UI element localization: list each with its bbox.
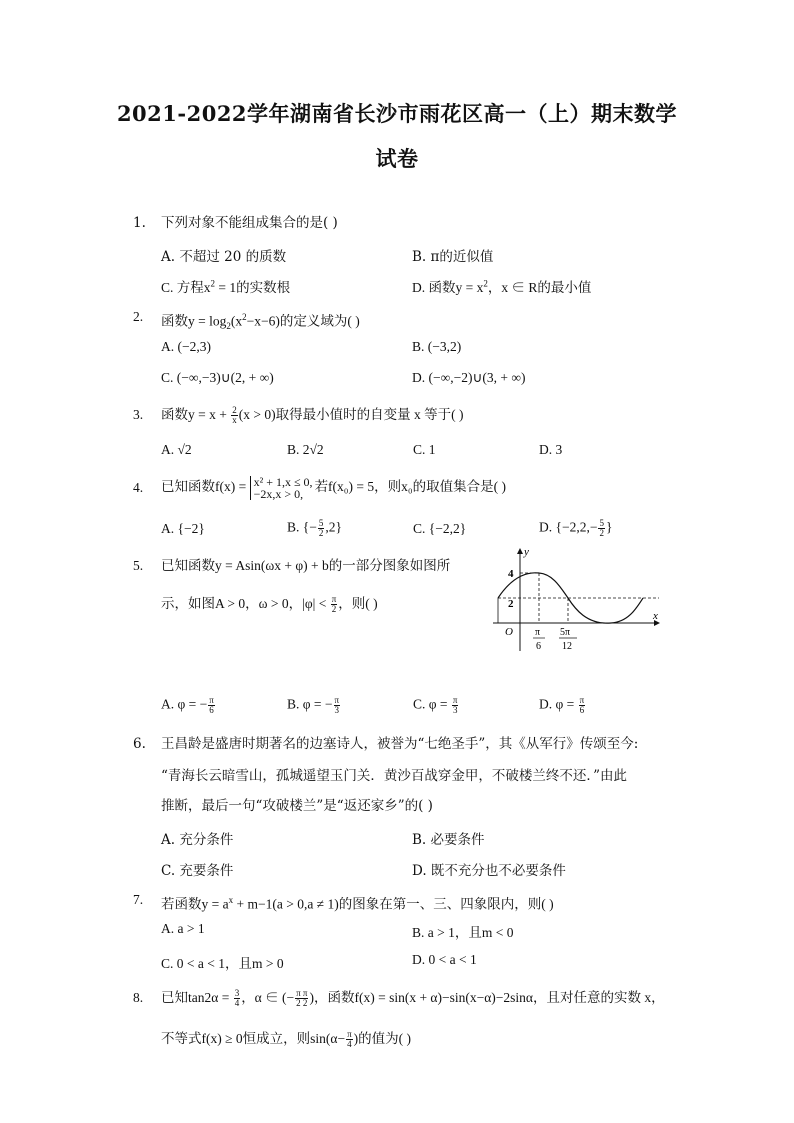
option-b: B. 必要条件 bbox=[412, 832, 485, 848]
option-a: A. 充分条件 bbox=[161, 832, 234, 848]
option-c: C. 充要条件 bbox=[161, 863, 234, 879]
question-stem-line-1: 已知函数y = Asin(ωx + φ) + b的一部分图象如图所 bbox=[161, 558, 451, 573]
sine-graph-figure bbox=[483, 543, 663, 658]
option-c: C. {−2,2} bbox=[413, 521, 467, 536]
piecewise-system: x² + 1,x ≤ 0, −2x,x > 0, bbox=[250, 476, 313, 500]
option-b: B. π的近似值 bbox=[412, 249, 494, 265]
option-d: D. 函数$y = x^2$，x ∈ R的最小值 bbox=[412, 278, 592, 295]
option-c: C. (−∞,−3)∪(2, + ∞) bbox=[161, 370, 274, 385]
option-d: D. 既不充分也不必要条件 bbox=[412, 863, 566, 879]
question-stem: 已知函数f(x) = x² + 1,x ≤ 0, −2x,x > 0, 若f(x₀) = 5，则x₀的取值集合是( ) bbox=[161, 475, 506, 501]
option-a: A. 不超过 20 的质数 bbox=[161, 249, 287, 265]
x-tick-pi-6-den: 6 bbox=[536, 641, 541, 652]
option-d: D. φ = $\frac{\pi}{6}$ bbox=[539, 695, 585, 715]
option-a: A. √2 bbox=[161, 442, 192, 457]
question-number: 4. bbox=[133, 480, 144, 495]
y-tick-4: 4 bbox=[508, 568, 514, 580]
question-number: 6. bbox=[133, 736, 146, 752]
option-b: B. (−3,2) bbox=[412, 339, 462, 354]
question-stem-line-3: 推断，最后一句“攻破楼兰”是“返还家乡”的( ) bbox=[161, 798, 433, 814]
option-d: D. {−2,2,− $\frac{5}{2}$ } bbox=[539, 518, 613, 538]
question-number: 1. bbox=[133, 215, 146, 231]
option-a: A. (−2,3) bbox=[161, 339, 211, 354]
question-number: 7. bbox=[133, 892, 144, 907]
option-b: B. 2√2 bbox=[287, 442, 324, 457]
x-tick-pi-6-num: π bbox=[535, 627, 541, 638]
option-b: B. φ = − $\frac{\pi}{3}$ bbox=[287, 695, 340, 715]
question-stem-line-1: 王昌龄是盛唐时期著名的边塞诗人，被誉为“七绝圣手”，其《从军行》传颂至今: bbox=[161, 736, 639, 752]
option-d: D. 0 < a < 1 bbox=[412, 952, 477, 967]
y-tick-2: 2 bbox=[508, 598, 514, 610]
option-a: A. φ = − $\frac{\pi}{6}$ bbox=[161, 695, 214, 715]
x-tick-5pi-12-den: 12 bbox=[562, 641, 572, 652]
question-number: 5. bbox=[133, 558, 144, 573]
option-c: C. φ = $\frac{\pi}{3}$ bbox=[413, 695, 458, 715]
option-b: B. {− $\frac{5}{2}$ ,2} bbox=[287, 518, 342, 538]
question-stem: 函数y = x + $\frac{2}{x}$ (x > 0)取得最小值时的自变量 x 等于( ) bbox=[161, 405, 464, 426]
question-stem: 函数$y = \log_2(x^2-x-6)$的定义域为( ) bbox=[161, 312, 360, 332]
option-b: B. a > 1，且m < 0 bbox=[412, 925, 514, 940]
y-axis-label: y bbox=[524, 546, 529, 558]
question-number: 3. bbox=[133, 407, 144, 422]
x-axis-label: x bbox=[653, 610, 658, 622]
option-d: D. 3 bbox=[539, 442, 563, 457]
option-a: A. {−2} bbox=[161, 521, 205, 536]
title-line-1: 2021-2022学年湖南省长沙市雨花区高一（上）期末数学 bbox=[116, 101, 678, 126]
question-stem: 若函数$y = a^x + m-1(a > 0,a \ne 1)$的图象在第一、三、四象限内，则( ) bbox=[161, 895, 554, 912]
question-stem-line-2: “青海长云暗雪山，孤城遥望玉门关．黄沙百战穿金甲，不破楼兰终不还．”由此 bbox=[161, 768, 628, 784]
option-d: D. (−∞,−2)∪(3, + ∞) bbox=[412, 370, 526, 385]
option-c: C. 1 bbox=[413, 442, 436, 457]
title-line-2: 试卷 bbox=[375, 146, 419, 171]
question-stem-line-1: 已知tan2α = $\frac{3}{4}$ ，α ∈ (− $\frac{\text{π π}}{2 2}$ )，函数f(x) = sin(x + α)−sin(x−α)−2sinα，且对任意的实数 x， bbox=[161, 988, 665, 1009]
question-stem: 下列对象不能组成集合的是( ) bbox=[161, 215, 338, 231]
question-number: 8. bbox=[133, 990, 144, 1005]
question-stem-line-2: 不等式f(x) ≥ 0恒成立，则sin(α− $\frac{\pi}{4}$ )的值为( ) bbox=[161, 1029, 412, 1050]
origin-label: O bbox=[505, 626, 513, 638]
question-number: 2. bbox=[133, 309, 144, 324]
option-a: A. a > 1 bbox=[161, 921, 205, 936]
option-c: C. 方程$x^2 = 1$的实数根 bbox=[161, 278, 291, 295]
x-tick-5pi-12-num: 5π bbox=[560, 627, 571, 638]
option-c: C. 0 < a < 1，且m > 0 bbox=[161, 956, 284, 971]
question-stem-line-2: 示，如图A > 0，ω > 0，|φ| < $\frac{\pi}{2}$ ，则( ) bbox=[161, 594, 378, 615]
